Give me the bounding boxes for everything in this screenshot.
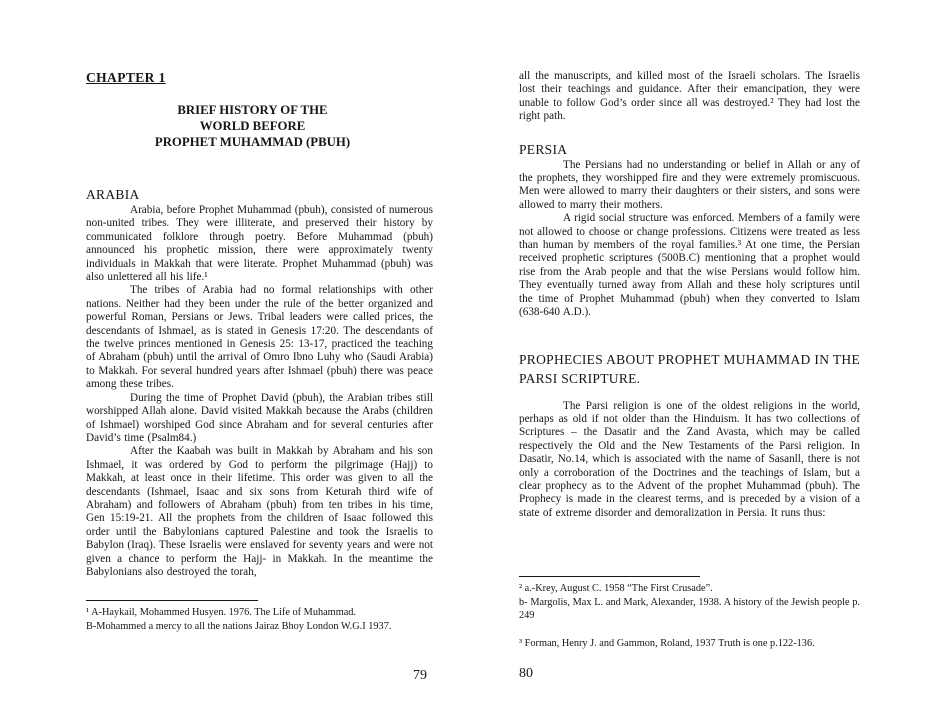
paragraph-persia-1: The Persians had no understanding or belief in Allah or any of the prophets, they worshipped fire and they were extremely promiscuous. Men were allowed to marry their daughters or their sisters, and sons were allowed to marry their mothers.: [519, 158, 860, 211]
footnote-divider: [86, 600, 258, 601]
footnote-2a: ² a.-Krey, August C. 1958 “The First Crusade”.: [519, 583, 713, 594]
section-heading-prophecies: PROPHECIES ABOUT PROPHET MUHAMMAD IN THE PARSI SCRIPTURE.: [519, 351, 860, 386]
footnote-2b: b- Margolis, Max L. and Mark, Alexander, 1938. A history of the Jewish people p. 249: [519, 596, 860, 622]
paragraph-arabia-3: During the time of Prophet David (pbuh), the Arabian tribes still worshipped Allah alone. David visited Makkah because the Arabs (children of Ishmael) worshiped God since Abraham and for several centuries after David’s time (Psalm84.): [86, 391, 433, 444]
paragraph-arabia-1: Arabia, before Prophet Muhammad (pbuh), consisted of numerous non-united tribes. They were illiterate, and preserved their history by communicated folklore through poetry. Before Muhammad (pbuh) announced his prophetic mission, there were approximately twenty individuals in Makkah that were literate. Prophet Muhammad (pbuh) was also unlettered all his life.¹: [86, 204, 433, 284]
page-left: [86, 70, 433, 715]
footnote-block-left: [86, 600, 433, 633]
footnote-divider: [519, 576, 700, 577]
page-right: [519, 70, 860, 715]
section-heading-arabia: ARABIA: [86, 187, 140, 202]
page-number-79: 79: [413, 668, 427, 683]
title-line-3: PROPHET MUHAMMAD (PBUH): [154, 135, 351, 149]
paragraph-persia-2: A rigid social structure was enforced. Members of a family were not allowed to choose or change professions. Citizens were treated as less than human by members of the royal families.³ At one time, the Persian received prophetic scriptures (500B.C) mentioning that a prophet would rise from the Arab people and that the wise Persians would follow him. They eventually turned away from Allah and these holy scriptures until the time of Prophet Muhammad (pbuh) when they converted to Islam (638-640 A.D.).: [519, 212, 860, 319]
chapter-heading: CHAPTER 1: [86, 70, 166, 85]
title-line-1: BRIEF HISTORY OF THE: [177, 103, 328, 117]
footnote-1b: B-Mohammed a mercy to all the nations Jairaz Bhoy London W.G.I 1937.: [86, 620, 392, 632]
footnote-3: ³ Forman, Henry J. and Gammon, Roland, 1937 Truth is one p.122-136.: [519, 637, 815, 649]
title-line-2: WORLD BEFORE: [199, 119, 306, 133]
chapter-title: [86, 102, 419, 150]
paragraph-arabia-2: The tribes of Arabia had no formal relationships with other nations. Neither had they been under the rule of the better organized and powerful Roman, Persians or Jews. Tribal leaders were called prices, the descendants of Ishmael, as is stated in Genesis 17:20. The descendants of the twelve princes mentioned in Genesis 25: 13-17, practiced the teaching of Abraham (pbuh) until the arrival of Omro Ibno Luhy who (Saudi Arabia) to Makkah. For several hundred years after Ishmael (pbuh) there was peace among these tribes.: [86, 284, 433, 391]
paragraph-parsi-1: The Parsi religion is one of the oldest religions in the world, perhaps as old if not older than the Hinduism. It has two collections of Scriptures – the Dasatir and the Zand Avasta, which may be called respectively the Old and the New Testaments of the Parsi religion. In Dasatir, No.14, which is associated with the name of Sasanll, there is not only a corroboration of the Doctrines and the teachings of Islam, but a clear prophecy as to the Advent of the prophet Muhammad (pbuh). The Prophecy is made in the clearest terms, and is preceded by a vision of a state of extreme disorder and demoralization in Persia. It runs thus:: [519, 399, 860, 519]
page-number-80: 80: [519, 666, 533, 681]
section-heading-persia: PERSIA: [519, 141, 568, 157]
paragraph-arabia-4: After the Kaabah was built in Makkah by Abraham and his son Ishmael, it was ordered by God to perform the pilgrimage (Hajj) to Makkah, at least once in their lifetime. This order was given to all the descendants (Ishmael, Isaac and six sons from Keturah third wife of Abraham) and followers of Abraham (pbuh) from ten tribes in his time, Gen 15:19-21. All the prophets from the children of Isaac followed this order until the Babylonians captured Palestine and took the Israelis to Babylon (Iraq). These Israelis were enslaved for seventy years and were not given a chance to perform the Hajj- in Makkah. In the meantime the Babylonians also destroyed the torah,: [86, 445, 433, 578]
paragraph-continuation: all the manuscripts, and killed most of the Israeli scholars. The Israelis lost their teachings and guidance. After their emancipation, they were unable to follow God’s order since all was destroyed.² They had lost the right path.: [519, 70, 860, 123]
footnote-block-right: [519, 576, 860, 650]
footnote-1a: ¹ A-Haykail, Mohammed Husyen. 1976. The Life of Muhammad.: [86, 607, 356, 618]
